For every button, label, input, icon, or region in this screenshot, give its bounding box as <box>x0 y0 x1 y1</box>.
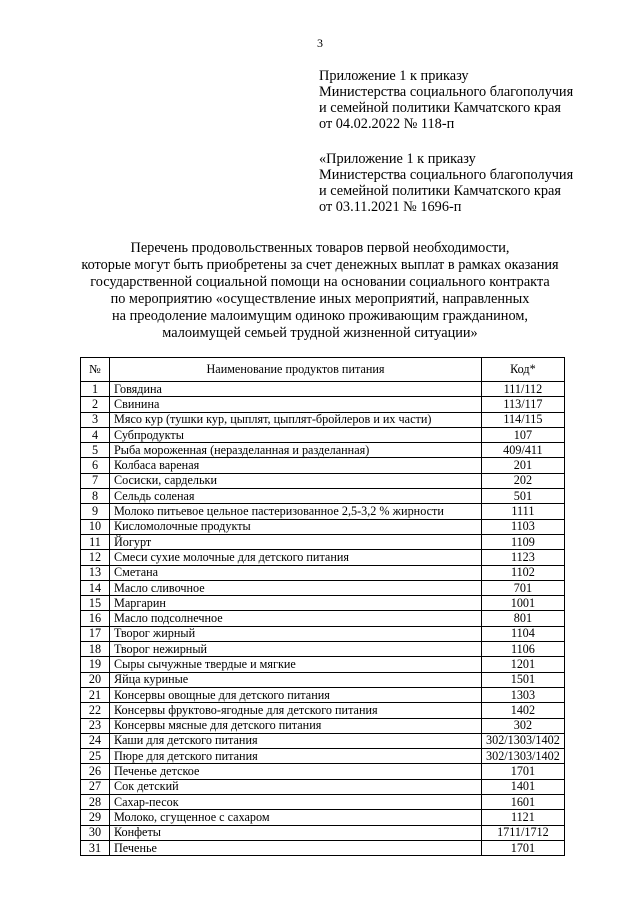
heading-line: по мероприятию «осуществление иных мероприятий, направленных <box>110 291 530 307</box>
table-row <box>81 382 565 397</box>
row-number: 8 <box>81 489 110 504</box>
row-number: 4 <box>81 427 110 442</box>
product-code: 1111 <box>482 504 565 519</box>
row-number: 9 <box>81 504 110 519</box>
product-code: 801 <box>482 611 565 626</box>
table-row <box>81 519 565 534</box>
row-number: 15 <box>81 596 110 611</box>
row-number: 31 <box>81 840 110 855</box>
product-code: 1102 <box>482 565 565 580</box>
product-code: 1402 <box>482 703 565 718</box>
product-name: Печенье детское <box>110 764 482 779</box>
table-row <box>81 534 565 549</box>
table-row <box>81 550 565 565</box>
table-row <box>81 733 565 748</box>
row-number: 3 <box>81 412 110 427</box>
column-header-code: Код* <box>482 358 565 382</box>
product-code: 1711/1712 <box>482 825 565 840</box>
product-name: Сыры сычужные твердые и мягкие <box>110 657 482 672</box>
table-row <box>81 687 565 702</box>
product-code: 701 <box>482 580 565 595</box>
product-name: Сосиски, сардельки <box>110 473 482 488</box>
row-number: 26 <box>81 764 110 779</box>
row-number: 13 <box>81 565 110 580</box>
row-number: 27 <box>81 779 110 794</box>
row-number: 11 <box>81 534 110 549</box>
table-row <box>81 489 565 504</box>
column-header-name: Наименование продуктов питания <box>110 358 482 382</box>
row-number: 7 <box>81 473 110 488</box>
product-code: 1401 <box>482 779 565 794</box>
product-code: 1501 <box>482 672 565 687</box>
heading-line: малоимущей семьей трудной жизненной ситуации» <box>162 325 478 341</box>
product-name: Сельдь соленая <box>110 489 482 504</box>
table-row <box>81 458 565 473</box>
appendix-block-original <box>319 151 573 215</box>
product-name: Печенье <box>110 840 482 855</box>
product-name: Сметана <box>110 565 482 580</box>
appendix-line: «Приложение 1 к приказу <box>319 151 476 167</box>
appendix-line: Приложение 1 к приказу <box>319 68 469 84</box>
product-name: Масло подсолнечное <box>110 611 482 626</box>
product-name: Каши для детского питания <box>110 733 482 748</box>
row-number: 10 <box>81 519 110 534</box>
product-code: 1109 <box>482 534 565 549</box>
table-row <box>81 473 565 488</box>
product-code: 302/1303/1402 <box>482 733 565 748</box>
appendix-line: и семейной политики Камчатского края <box>319 100 561 116</box>
product-name: Колбаса вареная <box>110 458 482 473</box>
product-name: Кисломолочные продукты <box>110 519 482 534</box>
appendix-line: Министерства социального благополучия <box>319 167 574 183</box>
product-code: 409/411 <box>482 443 565 458</box>
product-name: Мясо кур (тушки кур, цыплят, цыплят-бройлеров и их части) <box>110 412 482 427</box>
row-number: 23 <box>81 718 110 733</box>
product-name: Конфеты <box>110 825 482 840</box>
table-row <box>81 657 565 672</box>
table-row <box>81 504 565 519</box>
product-name: Консервы овощные для детского питания <box>110 687 482 702</box>
product-code: 1123 <box>482 550 565 565</box>
product-name: Смеси сухие молочные для детского питания <box>110 550 482 565</box>
row-number: 21 <box>81 687 110 702</box>
product-name: Маргарин <box>110 596 482 611</box>
table-row <box>81 427 565 442</box>
table-row <box>81 412 565 427</box>
row-number: 18 <box>81 642 110 657</box>
appendix-line: от 03.11.2021 № 1696-п <box>319 199 462 215</box>
table-row <box>81 672 565 687</box>
row-number: 25 <box>81 749 110 764</box>
table-row <box>81 779 565 794</box>
product-name: Масло сливочное <box>110 580 482 595</box>
product-code: 1701 <box>482 840 565 855</box>
appendix-block-current <box>319 68 573 132</box>
table-row <box>81 443 565 458</box>
product-code: 111/112 <box>482 382 565 397</box>
product-code: 302/1303/1402 <box>482 749 565 764</box>
row-number: 29 <box>81 810 110 825</box>
product-name: Сахар-песок <box>110 795 482 810</box>
product-name: Яйца куриные <box>110 672 482 687</box>
row-number: 1 <box>81 382 110 397</box>
page-number: 3 <box>317 36 323 50</box>
product-code: 1701 <box>482 764 565 779</box>
table-row <box>81 580 565 595</box>
product-code: 201 <box>482 458 565 473</box>
row-number: 12 <box>81 550 110 565</box>
row-number: 30 <box>81 825 110 840</box>
product-code: 113/117 <box>482 397 565 412</box>
product-name: Говядина <box>110 382 482 397</box>
product-name: Молоко, сгущенное с сахаром <box>110 810 482 825</box>
row-number: 16 <box>81 611 110 626</box>
product-name: Пюре для детского питания <box>110 749 482 764</box>
product-code: 114/115 <box>482 412 565 427</box>
heading-line: на преодоление малоимущим одиноко проживающим гражданином, <box>112 308 528 324</box>
table-row <box>81 596 565 611</box>
product-code: 1601 <box>482 795 565 810</box>
row-number: 24 <box>81 733 110 748</box>
table-row <box>81 703 565 718</box>
table-row <box>81 611 565 626</box>
table-row <box>81 795 565 810</box>
row-number: 28 <box>81 795 110 810</box>
table-row <box>81 825 565 840</box>
table-row <box>81 642 565 657</box>
table-row <box>81 397 565 412</box>
product-code: 1121 <box>482 810 565 825</box>
row-number: 2 <box>81 397 110 412</box>
table-row <box>81 840 565 855</box>
product-name: Молоко питьевое цельное пастеризованное 2,5-3,2 % жирности <box>110 504 482 519</box>
table-row <box>81 718 565 733</box>
product-code: 302 <box>482 718 565 733</box>
product-name: Йогурт <box>110 534 482 549</box>
table-row <box>81 749 565 764</box>
product-code: 1303 <box>482 687 565 702</box>
product-name: Творог жирный <box>110 626 482 641</box>
product-name: Рыба мороженная (неразделанная и разделанная) <box>110 443 482 458</box>
row-number: 19 <box>81 657 110 672</box>
product-name: Творог нежирный <box>110 642 482 657</box>
table-row <box>81 810 565 825</box>
table-row <box>81 626 565 641</box>
appendix-line: Министерства социального благополучия <box>319 84 574 100</box>
product-name: Консервы фруктово-ягодные для детского питания <box>110 703 482 718</box>
product-code: 501 <box>482 489 565 504</box>
products-table <box>80 357 565 856</box>
heading-line: Перечень продовольственных товаров первой необходимости, <box>130 240 510 256</box>
appendix-line: и семейной политики Камчатского края <box>319 183 561 199</box>
row-number: 5 <box>81 443 110 458</box>
product-name: Субпродукты <box>110 427 482 442</box>
heading-line: государственной социальной помощи на основании социального контракта <box>90 274 550 290</box>
table-row <box>81 565 565 580</box>
product-code: 1106 <box>482 642 565 657</box>
product-code: 202 <box>482 473 565 488</box>
product-name: Консервы мясные для детского питания <box>110 718 482 733</box>
table-row <box>81 764 565 779</box>
row-number: 20 <box>81 672 110 687</box>
product-code: 1103 <box>482 519 565 534</box>
product-code: 1104 <box>482 626 565 641</box>
product-name: Свинина <box>110 397 482 412</box>
appendix-line: от 04.02.2022 № 118-п <box>319 116 455 132</box>
row-number: 14 <box>81 580 110 595</box>
heading-line: которые могут быть приобретены за счет денежных выплат в рамках оказания <box>81 257 559 273</box>
row-number: 22 <box>81 703 110 718</box>
document-heading <box>60 240 580 342</box>
product-code: 1001 <box>482 596 565 611</box>
row-number: 17 <box>81 626 110 641</box>
row-number: 6 <box>81 458 110 473</box>
product-code: 1201 <box>482 657 565 672</box>
product-code: 107 <box>482 427 565 442</box>
table-header-row <box>81 358 565 382</box>
column-header-number: № <box>81 358 110 382</box>
product-name: Сок детский <box>110 779 482 794</box>
